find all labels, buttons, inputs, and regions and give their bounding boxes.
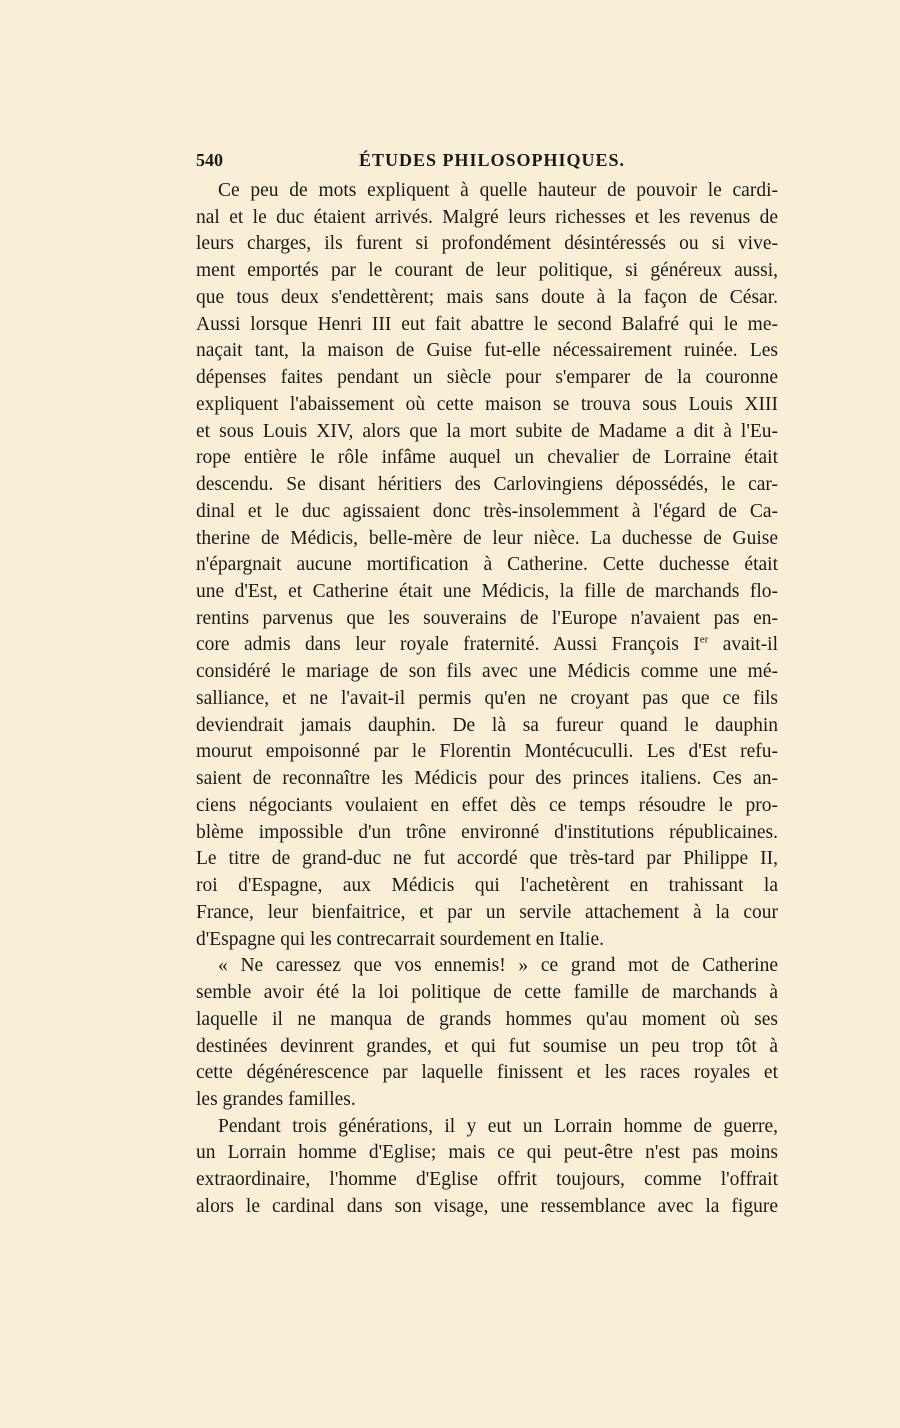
line-text: destinées devinrent grandes, et qui fut soumise un peu trop tôt à xyxy=(196,1035,778,1057)
line-text: rentins parvenus que les souverains de l'Europe n'avaient pas en- xyxy=(196,607,778,629)
text-line xyxy=(196,231,778,258)
line-text: roi d'Espagne, aux Médicis qui l'achetèrent en trahissant la xyxy=(196,875,778,897)
text-line xyxy=(196,178,778,205)
text-line xyxy=(196,445,778,472)
line-text: dépenses faites pendant un siècle pour s'emparer de la couronne xyxy=(196,367,778,389)
text-line xyxy=(196,766,778,793)
line-text: Le titre de grand-duc ne fut accordé que très-tard par Philippe II, xyxy=(196,848,778,870)
text-line xyxy=(196,392,778,419)
line-text: expliquent l'abaissement où cette maison se trouva sous Louis XIII xyxy=(196,393,778,415)
line-text: core admis dans leur royale fraternité. Aussi François I xyxy=(196,634,700,656)
text-line xyxy=(196,338,778,365)
text-line xyxy=(196,739,778,766)
line-text: therine de Médicis, belle-mère de leur nièce. La duchesse de Guise xyxy=(196,527,778,549)
text-line xyxy=(196,713,778,740)
running-title: ÉTUDES PHILOSOPHIQUES. xyxy=(358,150,626,170)
text-line xyxy=(196,1114,778,1141)
text-line xyxy=(196,1140,778,1167)
line-text: blème impossible d'un trône environné d'institutions républicaines. xyxy=(196,821,778,843)
line-text: considéré le mariage de son fils avec une Médicis comme une mé- xyxy=(196,661,778,683)
text-line xyxy=(196,205,778,232)
page-number: 540 xyxy=(196,150,223,170)
superscript: er xyxy=(699,633,709,646)
text-line xyxy=(196,873,778,900)
line-text: Pendant trois générations, il y eut un Lorrain homme de guerre, xyxy=(218,1115,778,1137)
text-line xyxy=(196,552,778,579)
line-text: ment emportés par le courant de leur politique, si généreux aussi, xyxy=(196,260,778,282)
text-line xyxy=(196,632,778,659)
line-text: ciens négociants voulaient en effet dès ce temps résoudre le pro- xyxy=(196,794,778,816)
text-line xyxy=(196,579,778,606)
line-text: laquelle il ne manqua de grands hommes qu'au moment où ses xyxy=(196,1008,778,1030)
line-text: extraordinaire, l'homme d'Eglise offrit toujours, comme l'offrait xyxy=(196,1169,778,1191)
line-text: descendu. Se disant héritiers des Carlovingiens dépossédés, le car- xyxy=(196,474,778,496)
line-text: que tous deux s'endettèrent; mais sans doute à la façon de César. xyxy=(196,286,778,308)
text-line xyxy=(196,953,778,980)
text-line xyxy=(196,365,778,392)
line-text: Ce peu de mots expliquent à quelle hauteur de pouvoir le cardi- xyxy=(218,180,778,201)
text-line xyxy=(196,1087,778,1114)
line-text: salliance, et ne l'avait-il permis qu'en ne croyant pas que ce fils xyxy=(196,687,778,709)
line-text: mourut empoisonné par le Florentin Montécuculli. Les d'Est refu- xyxy=(196,741,778,763)
text-line xyxy=(196,820,778,847)
line-text: une d'Est, et Catherine était une Médicis, la fille de marchands flo- xyxy=(196,581,778,603)
text-line xyxy=(196,686,778,713)
line-text: alors le cardinal dans son visage, une ressemblance avec la figure xyxy=(196,1195,778,1217)
line-text-after: avait-il xyxy=(708,634,778,656)
text-line xyxy=(196,285,778,312)
text-line xyxy=(196,499,778,526)
text-line xyxy=(196,258,778,285)
text-line xyxy=(196,1194,778,1221)
line-text: dinal et le duc agissaient donc très-insolemment à l'égard de Ca- xyxy=(196,500,778,522)
line-text: cette dégénérescence par laquelle finissent et les races royales et xyxy=(196,1062,778,1084)
line-text: et sous Louis XIV, alors que la mort subite de Madame a dit à l'Eu- xyxy=(196,420,778,442)
line-text: France, leur bienfaitrice, et par un servile attachement à la cour xyxy=(196,901,778,923)
line-text: d'Espagne qui les contrecarrait sourdement en Italie. xyxy=(196,928,604,950)
line-text: « Ne caressez que vos ennemis! » ce grand mot de Catherine xyxy=(218,955,778,977)
text-line xyxy=(196,1007,778,1034)
text-line xyxy=(196,472,778,499)
body-text xyxy=(196,178,778,1221)
text-line xyxy=(196,793,778,820)
line-text: naçait tant, la maison de Guise fut-elle nécessairement ruinée. Les xyxy=(196,340,778,362)
page-header xyxy=(196,150,778,176)
text-line xyxy=(196,659,778,686)
line-text: nal et le duc étaient arrivés. Malgré leurs richesses et les revenus de xyxy=(196,206,778,228)
line-text: n'épargnait aucune mortification à Catherine. Cette duchesse était xyxy=(196,554,778,576)
text-line xyxy=(196,606,778,633)
text-line xyxy=(196,419,778,446)
line-text: Aussi lorsque Henri III eut fait abattre le second Balafré qui le me- xyxy=(196,313,778,335)
text-line xyxy=(196,846,778,873)
text-line xyxy=(196,980,778,1007)
line-text: saient de reconnaître les Médicis pour des princes italiens. Ces an- xyxy=(196,768,778,790)
text-line xyxy=(196,927,778,954)
line-text: un Lorrain homme d'Eglise; mais ce qui peut-être n'est pas moins xyxy=(196,1142,778,1164)
text-line xyxy=(196,1167,778,1194)
text-line xyxy=(196,1060,778,1087)
line-text: rope entière le rôle infâme auquel un chevalier de Lorraine était xyxy=(196,447,778,469)
line-text: deviendrait jamais dauphin. De là sa fureur quand le dauphin xyxy=(196,714,778,736)
line-text: les grandes familles. xyxy=(196,1088,356,1110)
line-text: semble avoir été la loi politique de cette famille de marchands à xyxy=(196,982,778,1004)
text-line xyxy=(196,900,778,927)
text-line xyxy=(196,1034,778,1061)
line-text: leurs charges, ils furent si profondément désintéressés ou si vive- xyxy=(196,233,778,255)
text-line xyxy=(196,312,778,339)
text-line xyxy=(196,526,778,553)
